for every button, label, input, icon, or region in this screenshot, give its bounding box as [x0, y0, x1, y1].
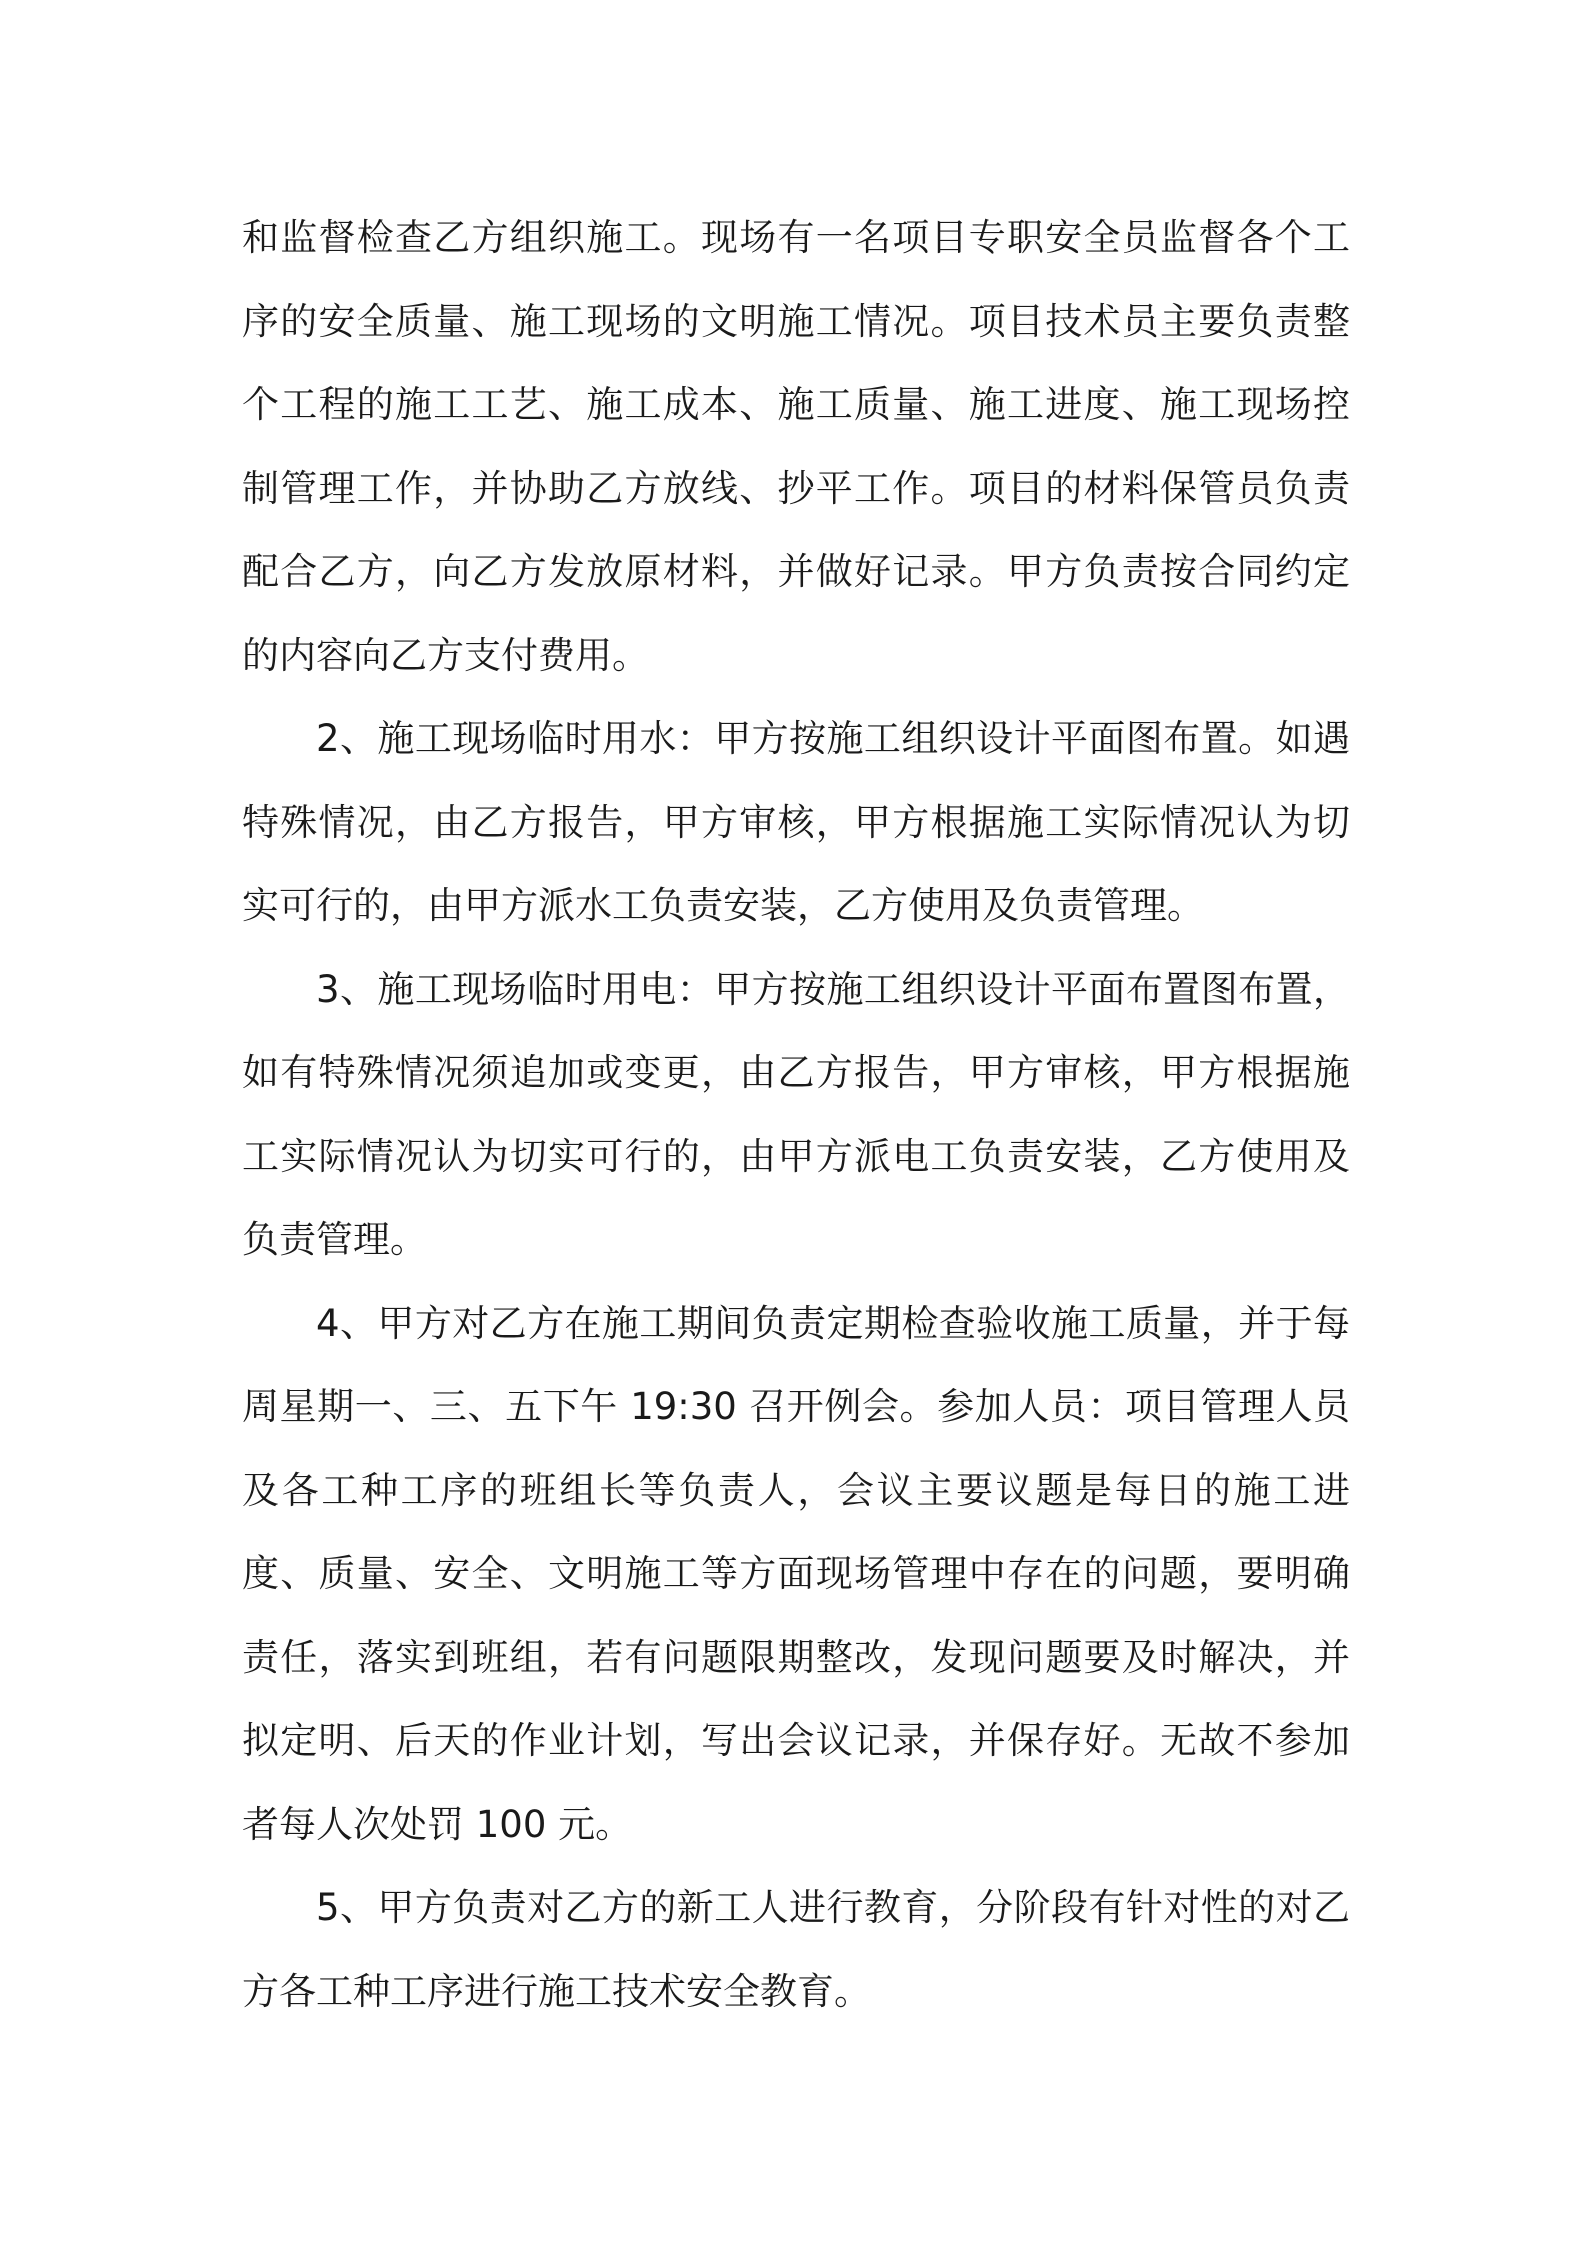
paragraph-item-2: 2、施工现场临时用水：甲方按施工组织设计平面图布置。如遇特殊情况，由乙方报告，甲方审核，甲方根据施工实际情况认为切实可行的，由甲方派水工负责安装，乙方使用及负责管理。: [242, 717, 1350, 927]
document-body: [242, 196, 1350, 2033]
paragraph-item-3: 3、施工现场临时用电：甲方按施工组织设计平面布置图布置，如有特殊情况须追加或变更，由乙方报告，甲方审核，甲方根据施工实际情况认为切实可行的，由甲方派电工负责安装，乙方使用及负责管理。: [242, 967, 1350, 1261]
paragraph-item-5: 5、甲方负责对乙方的新工人进行教育，分阶段有针对性的对乙方各工种工序进行施工技术安全教育。: [242, 1886, 1350, 2013]
paragraph-item-4: 4、甲方对乙方在施工期间负责定期检查验收施工质量，并于每周星期一、三、五下午 19:30 召开例会。参加人员：项目管理人员及各工种工序的班组长等负责人，会议主要议题是每日的施工进度、质量、安全、文明施工等方面现场管理中存在的问题，要明确责任，落实到班组，若有问题限期整改，发现问题要及时解决，并拟定明、后天的作业计划，写出会议记录，并保存好。无故不参加者每人次处罚 100 元。: [242, 1301, 1350, 1846]
paragraph-continuation: 和监督检查乙方组织施工。现场有一名项目专职安全员监督各个工序的安全质量、施工现场的文明施工情况。项目技术员主要负责整个工程的施工工艺、施工成本、施工质量、施工进度、施工现场控制管理工作，并协助乙方放线、抄平工作。项目的材料保管员负责配合乙方，向乙方发放原材料，并做好记录。甲方负责按合同约定的内容向乙方支付费用。: [242, 216, 1350, 677]
